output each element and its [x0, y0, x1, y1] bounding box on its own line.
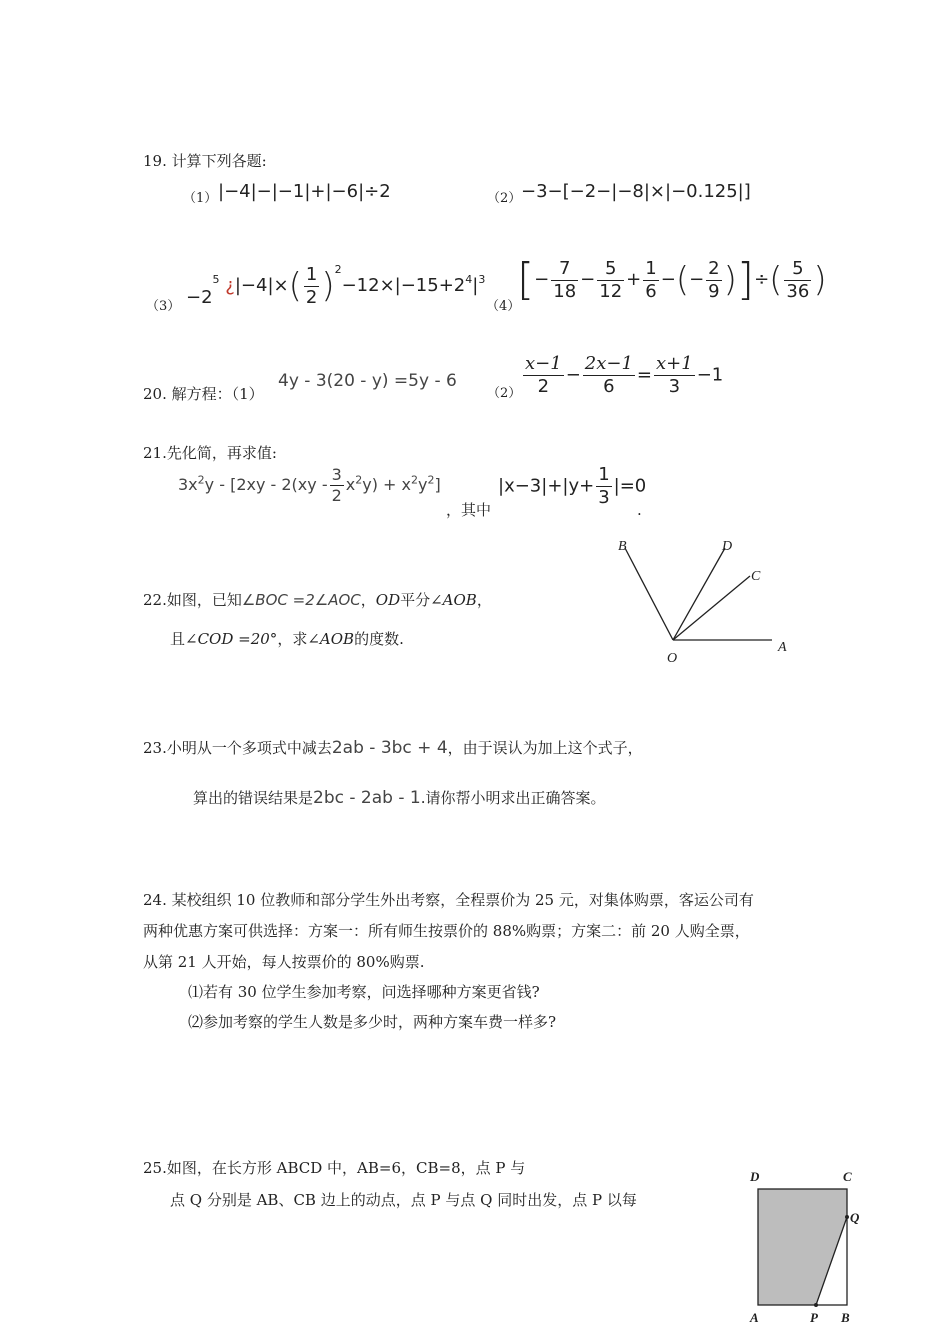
q19-part3-exponent: 5: [212, 273, 220, 286]
q23-line2-a: 算出的错误结果是: [193, 789, 314, 807]
q21-cond-a: |x−3|+|y+: [498, 475, 595, 497]
q20-equation1: 4y - 3(20 - y) =5y - 6: [278, 371, 457, 391]
q22-line1-c: 平分: [400, 591, 431, 609]
q24-line2: 两种优惠方案可供选择：方案一：所有师生按票价的 88%购票；方案二：前 20 人购全票，: [143, 922, 750, 940]
q21-where: ，其中: [446, 501, 492, 519]
q24-line1: 24. 某校组织 10 位教师和部分学生外出考察，全程票价为 25 元，对集体购票，客运公司有: [143, 891, 754, 909]
q19-part3-expression: $-2^5$ ¿|−4|×( $\frac{1}{2}$ )$^2-12\times|-15+2^4|^3$: [186, 263, 486, 308]
q23-line1: [143, 740, 643, 757]
q22-line2-a: 且: [170, 630, 186, 648]
q20-frac1: $\frac{x-1}{2}$: [525, 353, 562, 397]
q22-line1-angle: ∠BOC =2∠AOC: [241, 591, 361, 609]
q19-part4-frac1: $\frac{7}{18}$: [553, 257, 577, 302]
q25-line1: 25.如图，在长方形 ABCD 中，AB=6，CB=8，点 P 与: [143, 1159, 526, 1177]
q20-tail: −1: [696, 364, 724, 386]
q21-expr-d: y) + x: [362, 475, 412, 494]
q19-part1-label: （1）: [183, 191, 218, 206]
q19-part3-stray-glyph: ¿: [225, 275, 235, 296]
q23-line2: [193, 790, 605, 807]
q21-expr-a: 3x: [178, 475, 198, 494]
label-q: Q: [850, 1210, 860, 1225]
q24-sub1: ⑴若有 30 位学生参加考察，问选择哪种方案更省钱?: [188, 983, 540, 1001]
label-o: O: [667, 651, 678, 666]
q21-condition: [498, 466, 646, 507]
q20-equation2: $\frac{x-1}{2}$ − $\frac{2x-1}{6}$ = $\frac{x+1}{3}$ −1: [525, 353, 724, 397]
label-a: A: [778, 640, 787, 655]
label-b: B: [841, 1310, 850, 1325]
q19-part2-expression: −3−[−2−|−8|×|−0.125|]: [521, 181, 751, 202]
q19-part3-term-b-exp2: 3: [478, 273, 486, 286]
q22-line1-aob: ∠AOB: [430, 591, 477, 609]
q22-line2-b: ，求: [277, 630, 308, 648]
point-p: [814, 1303, 818, 1307]
q19-part3-term-b-exp: 4: [465, 273, 473, 286]
label-p: P: [810, 1310, 818, 1325]
q24-line3: 从第 21 人开始，每人按票价的 80%购票.: [143, 953, 425, 971]
q22-line1: [143, 593, 492, 608]
q21-expr-e: y: [418, 475, 428, 494]
q19-part3-square: 2: [334, 263, 342, 276]
q19-part4-frac3: $\frac{1}{6}$: [645, 257, 657, 302]
q21-heading: 21.先化简，再求值:: [143, 444, 277, 462]
q22-line2-angle: ∠COD =20°: [185, 630, 278, 648]
q21-cond-b: |=0: [613, 475, 647, 497]
q21-expr-f: ]: [434, 475, 441, 494]
q22-line2-aob: ∠AOB: [307, 630, 355, 648]
label-c: C: [843, 1169, 852, 1184]
q23-line1-a: 23.小明从一个多项式中减去: [143, 739, 332, 757]
label-a: A: [750, 1310, 759, 1325]
q19-part2-label: （2）: [487, 191, 522, 206]
q19-part3-paren-close: ): [321, 266, 335, 306]
q21-expr-b: y - [2xy - 2(xy -: [204, 475, 328, 494]
q21-cond-frac: $\frac{1}{3}$: [598, 464, 610, 508]
q19-part1-expression: |−4|−|−1|+|−6|÷2: [218, 181, 391, 202]
q19-part3-paren-open: (: [288, 266, 302, 306]
shaded-region: [758, 1189, 847, 1305]
q19-part4-frac5: $\frac{5}{36}$: [786, 257, 810, 302]
q20-part2-label: （2）: [487, 386, 522, 401]
q19-part3-term-b: −12×|−15+2: [341, 275, 466, 296]
label-d: D: [750, 1169, 760, 1184]
q23-line1-expr: 2ab - 3bc + 4: [331, 738, 448, 758]
q19-part4-frac2: $\frac{5}{12}$: [599, 257, 623, 302]
q21-expression: $3x^2y - [2xy - 2(xy$ - $\frac{3}{2}$ $x^2y) + x^2y^2$]: [178, 465, 441, 505]
q22-line1-b: ，: [360, 591, 376, 609]
q22-line1-od: OD: [375, 591, 401, 609]
q22-angle-figure: [600, 530, 810, 670]
q19-part3-half: $\frac{1}{2}$: [305, 263, 318, 308]
q20-heading: 20. 解方程：（1）: [143, 385, 264, 403]
q19-heading: 19. 计算下列各题:: [143, 152, 267, 170]
q21-expr-c: x: [345, 475, 356, 494]
q19-part4-label: （4）: [486, 299, 521, 314]
q21-frac: $\frac{3}{2}$: [331, 465, 342, 505]
q19-part3-label: （3）: [146, 299, 181, 314]
q19-part4-expression: [− $\frac{7}{18}$ − $\frac{5}{12}$ + $\frac{1}{6}$ −(− $\frac{2}{9}$ )]÷( $\frac{5}{36}$ ): [517, 254, 827, 305]
q22-line2: [170, 632, 404, 647]
point-q: [845, 1215, 849, 1219]
q19-part3-term-a: |−4|×: [234, 275, 289, 296]
label-d: D: [722, 539, 733, 554]
q25-line2: 点 Q 分别是 AB、CB 边上的动点，点 P 与点 Q 同时出发，点 P 以每: [170, 1191, 637, 1209]
ray-ob: [625, 548, 673, 640]
q20-frac3: $\frac{x+1}{3}$: [656, 353, 693, 397]
q19-part3-prefix: −2: [186, 287, 213, 308]
q25-rectangle-figure: [740, 1165, 870, 1344]
q23-line2-b: .请你帮小明求出正确答案。: [420, 789, 606, 807]
q22-line1-d: ，: [476, 591, 492, 609]
q24-sub2: ⑵参加考察的学生人数是多少时，两种方案车费一样多?: [188, 1013, 557, 1031]
q23-line2-expr: 2bc - 2ab - 1: [313, 788, 421, 808]
q22-line2-c: 的度数.: [354, 630, 404, 648]
label-c: C: [751, 569, 761, 584]
q23-line1-b: ，由于误认为加上这个式子，: [447, 739, 643, 757]
q21-end: .: [637, 501, 642, 519]
label-b: B: [618, 539, 627, 554]
q20-frac2: $\frac{2x-1}{6}$: [584, 353, 633, 397]
ray-oc: [673, 576, 750, 640]
q19-part4-frac4: $\frac{2}{9}$: [708, 257, 720, 302]
ray-od: [673, 548, 725, 640]
q22-line1-a: 22.如图，已知: [143, 591, 242, 609]
